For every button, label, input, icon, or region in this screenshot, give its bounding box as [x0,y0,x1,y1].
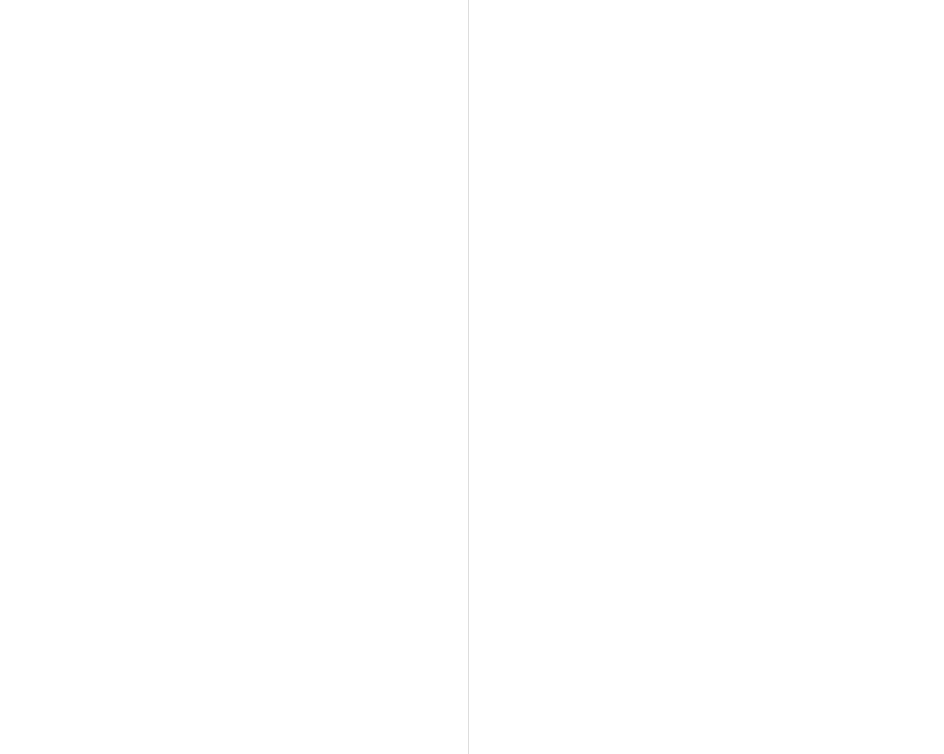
left-page [0,0,470,754]
page-divider [468,0,469,754]
right-page [470,0,944,754]
